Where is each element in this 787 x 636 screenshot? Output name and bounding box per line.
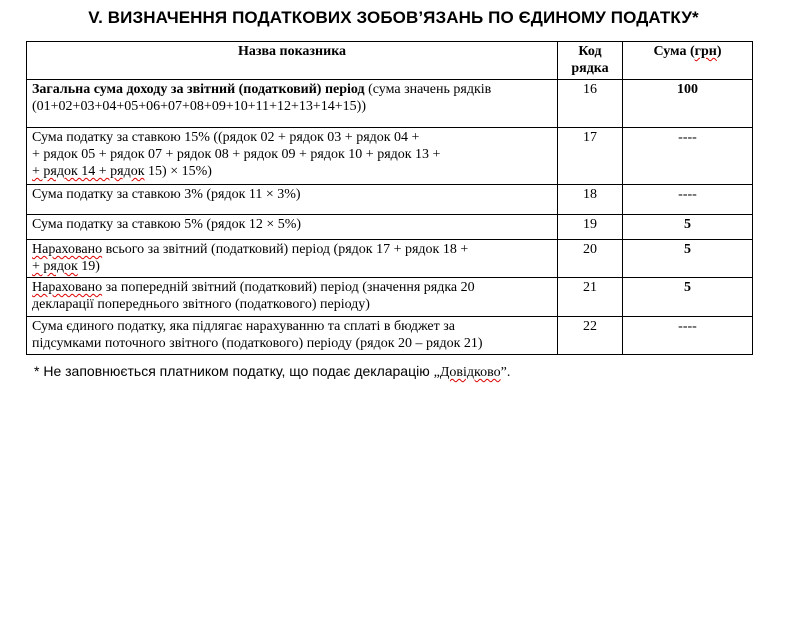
row-19-name: Сума податку за ставкою 5% (рядок 12 × 5%) (27, 215, 558, 240)
section-title: V. ВИЗНАЧЕННЯ ПОДАТКОВИХ ЗОБОВ’ЯЗАНЬ ПО ЄДИНОМУ ПОДАТКУ* (88, 8, 699, 27)
header-amount-unit: грн (694, 44, 717, 59)
row-22-line2: підсумками поточного звітного (податкового) періоду (рядок 20 – рядок 21) (32, 336, 483, 351)
row-16-name-bold: Загальна сума доходу за звітний (податковий) період (32, 82, 365, 97)
footnote-quote-open: „ (433, 365, 440, 380)
footnote (34, 363, 510, 381)
row-16-name (27, 80, 558, 128)
row-16-amount: 100 (623, 80, 753, 128)
row-20-wavy2: + рядок (32, 259, 78, 274)
row-20-name (27, 240, 558, 278)
row-17-line3a: + рядок 14 + рядок (32, 164, 145, 179)
row-20-rest1: всього за звітний (податковий) період (рядок 17 + рядок 18 + (102, 242, 469, 257)
footnote-word: Довідково (439, 365, 501, 380)
table-row (27, 128, 753, 185)
row-16-code: 16 (558, 80, 623, 128)
row-22-line1: Сума єдиного податку, яка підлягає нарахуванню та сплаті в бюджет за (32, 319, 456, 334)
tax-liabilities-table (26, 41, 753, 355)
row-17-line3b: 15) × 15%) (144, 164, 212, 179)
table-header-row (27, 42, 753, 80)
row-21-line2: декларації попереднього звітного (податкового) періоду) (32, 297, 370, 312)
row-19-code: 19 (558, 215, 623, 240)
row-22-name (27, 317, 558, 355)
row-17-line2: + рядок 05 + рядок 07 + рядок 08 + рядок 09 + рядок 10 + рядок 13 + (32, 147, 441, 162)
row-21-amount: 5 (623, 278, 753, 317)
footnote-text: * Не заповнюється платником податку, що подає декларацію (34, 363, 434, 379)
header-indicator-name: Назва показника (27, 42, 558, 80)
row-22-code: 22 (558, 317, 623, 355)
row-18-name: Сума податку за ставкою 3% (рядок 11 × 3%) (27, 185, 558, 215)
row-21-rest1: за попередній звітний (податковий) період (значення рядка 20 (102, 280, 475, 295)
header-amount-post: ) (716, 44, 722, 59)
table-row (27, 215, 753, 240)
header-code-line2: рядка (571, 61, 609, 76)
row-22-amount: ---- (623, 317, 753, 355)
header-amount-pre: Сума ( (653, 44, 695, 59)
row-19-amount: 5 (623, 215, 753, 240)
row-21-wavy: Нараховано (32, 280, 103, 295)
row-21-code: 21 (558, 278, 623, 317)
row-17-amount: ---- (623, 128, 753, 185)
header-row-code (558, 42, 623, 80)
row-18-amount: ---- (623, 185, 753, 215)
row-17-name (27, 128, 558, 185)
row-20-wavy: Нараховано (32, 242, 103, 257)
header-code-line1: Код (578, 44, 602, 59)
table-row (27, 80, 753, 128)
table-row (27, 317, 753, 355)
footnote-quote-close: ”. (500, 365, 511, 380)
row-17-line1: Сума податку за ставкою 15% ((рядок 02 + рядок 03 + рядок 04 + (32, 130, 420, 145)
row-16-name-rest: (сума значень рядків (01+02+03+04+05+06+07+08+09+10+11+12+13+14+15)) (32, 82, 492, 114)
row-20-rest2: 19) (77, 259, 100, 274)
table-row (27, 240, 753, 278)
row-21-name (27, 278, 558, 317)
table-row (27, 278, 753, 317)
row-18-code: 18 (558, 185, 623, 215)
row-20-code: 20 (558, 240, 623, 278)
header-amount (623, 42, 753, 80)
row-20-amount: 5 (623, 240, 753, 278)
row-17-code: 17 (558, 128, 623, 185)
table-row (27, 185, 753, 215)
